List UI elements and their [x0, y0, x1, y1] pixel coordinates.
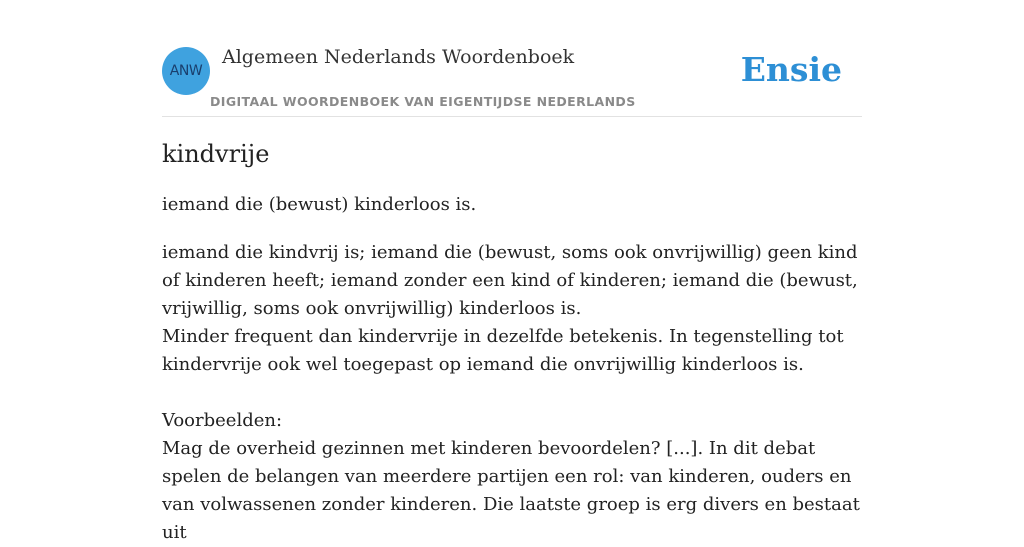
- paragraph-spacer: [162, 379, 862, 407]
- entry-definition: iemand die kindvrij is; iemand die (bewust, soms ook onvrijwillig) geen kind of kinderen heeft; iemand zonder een kind of kinderen; iemand die (bewust, vrijwillig, soms ook onvrijwillig) kinderloos is.: [162, 242, 858, 319]
- logo-text: ANW: [169, 63, 203, 79]
- site-title[interactable]: Algemeen Nederlands Woordenboek: [222, 46, 575, 68]
- anw-logo[interactable]: [162, 47, 210, 95]
- site-header: [162, 0, 862, 117]
- ensie-brand-logo[interactable]: Ensie: [740, 50, 842, 89]
- entry-note: Minder frequent dan kindervrije in dezelfde betekenis. In tegenstelling tot kindervrije ook wel toegepast op iemand die onvrijwillig kinderloos is.: [162, 326, 844, 375]
- entry-summary: iemand die (bewust) kinderloos is.: [162, 194, 477, 215]
- example-text: Mag de overheid gezinnen met kinderen bevoordelen? [...]. In dit debat spelen de belangen van meerdere partijen een rol: van kinderen, ouders en van volwassenen zonder kinderen. Die laatste groep is erg divers en bestaat uit: [162, 438, 860, 543]
- entry-title: kindvrije: [162, 140, 270, 168]
- examples-label: Voorbeelden:: [162, 410, 283, 431]
- page-container: [162, 0, 862, 543]
- entry-body: [162, 239, 862, 547]
- site-subtitle: DIGITAAL WOORDENBOEK VAN EIGENTIJDSE NEDERLANDS: [210, 94, 636, 109]
